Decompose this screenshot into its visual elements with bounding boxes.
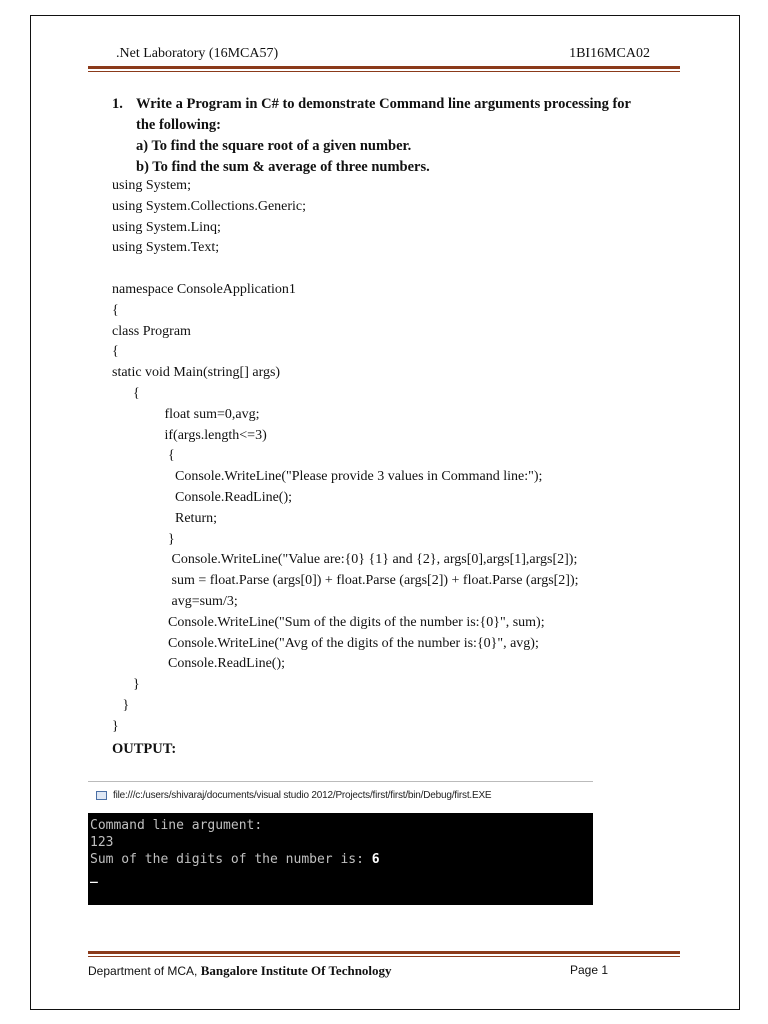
code-line: namespace ConsoleApplication1	[112, 281, 296, 297]
console-sum-value: 6	[371, 852, 380, 867]
code-line: using System.Linq;	[112, 219, 221, 235]
code-line: static void Main(string[] args)	[112, 365, 281, 381]
question-number: 1.	[112, 96, 123, 112]
code-line: float sum=0,avg;	[112, 406, 260, 422]
header-usn: 1BI16MCA02	[569, 46, 650, 61]
console-cursor: _	[90, 869, 98, 884]
console-line: Sum of the digits of the number is:	[90, 852, 372, 867]
question-line: the following:	[136, 117, 221, 133]
header-course-title: .Net Laboratory (16MCA57)	[116, 46, 279, 61]
console-app-icon	[96, 791, 107, 800]
code-listing	[112, 176, 579, 738]
console-line: 123	[90, 835, 114, 850]
code-line: Console.WriteLine("Avg of the digits of the number is:{0}", avg);	[112, 635, 539, 651]
console-window	[88, 781, 593, 905]
footer-rule	[88, 951, 680, 957]
code-line: Console.ReadLine();	[112, 489, 293, 505]
code-line: Console.ReadLine();	[112, 656, 286, 672]
code-line: sum = float.Parse (args[0]) + float.Parse (args[2]) + float.Parse (args[2]);	[112, 573, 579, 589]
footer-institute-name: Bangalore Institute Of Technology	[200, 963, 392, 978]
code-line: if(args.length<=3)	[112, 427, 267, 443]
question-line: Write a Program in C# to demonstrate Command line arguments processing for	[136, 96, 631, 112]
code-line: {	[112, 385, 140, 401]
footer-department	[88, 963, 392, 979]
header-rule	[88, 66, 680, 72]
code-line: Console.WriteLine("Please provide 3 values in Command line:");	[112, 469, 543, 485]
code-line: {	[112, 448, 175, 464]
console-screen	[88, 813, 593, 905]
footer-dept-prefix: Department of MCA,	[88, 964, 201, 978]
question-text	[136, 94, 631, 178]
code-line: using System.Collections.Generic;	[112, 198, 307, 214]
code-line: }	[112, 677, 140, 693]
code-line: }	[112, 718, 119, 734]
code-line: {	[112, 302, 119, 318]
code-line: }	[112, 531, 175, 547]
output-label: OUTPUT:	[112, 741, 177, 757]
question-line: b) To find the sum & average of three numbers.	[136, 159, 430, 175]
code-line: avg=sum/3;	[112, 593, 238, 609]
code-line: class Program	[112, 323, 191, 339]
question-line: a) To find the square root of a given number.	[136, 138, 412, 154]
console-title-bar	[88, 781, 593, 814]
console-title-path: file:///c:/users/shivaraj/documents/visual studio 2012/Projects/first/first/bin/Debug/first.EXE	[113, 790, 492, 801]
code-line: Console.WriteLine("Sum of the digits of the number is:{0}", sum);	[112, 614, 545, 630]
code-line: Console.WriteLine("Value are:{0} {1} and {2}, args[0],args[1],args[2]);	[112, 552, 578, 568]
code-line: Return;	[112, 510, 217, 526]
code-line: using System.Text;	[112, 240, 220, 256]
code-line: }	[112, 697, 130, 713]
code-line	[112, 259, 579, 280]
console-line: Command line argument:	[90, 818, 263, 833]
footer-page-number: Page 1	[570, 963, 609, 977]
code-line: {	[112, 344, 119, 360]
code-line: using System;	[112, 178, 191, 193]
